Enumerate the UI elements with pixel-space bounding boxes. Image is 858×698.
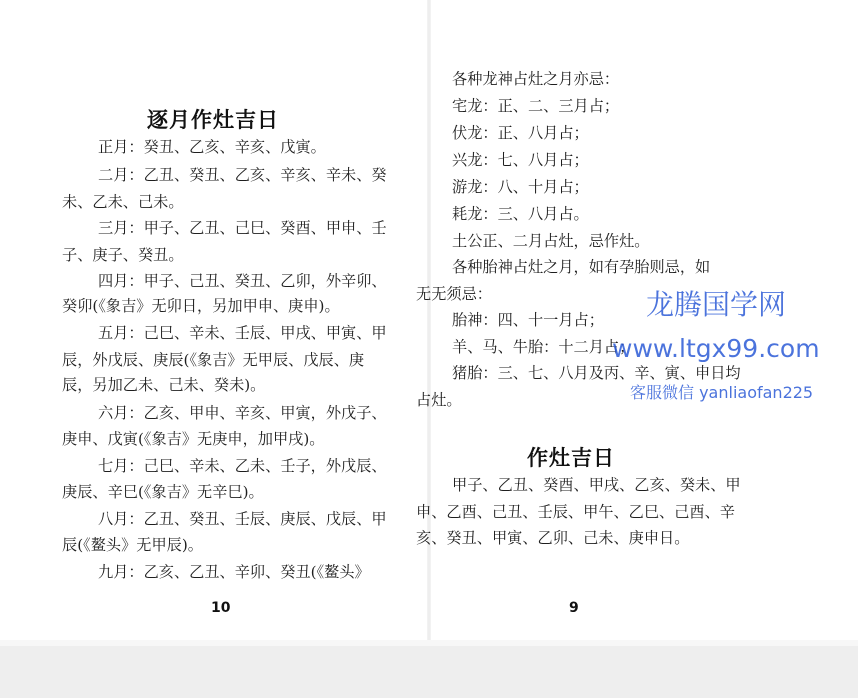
left-text-line: 庚辰、辛巳(《象吉》无辛巳)。 [62, 483, 264, 501]
right-page-number: 9 [569, 600, 579, 616]
right-text-line: 申、乙酉、己丑、壬辰、甲午、乙巳、己酉、辛 [416, 503, 735, 521]
left-page-heading: 逐月作灶吉日 [147, 108, 279, 132]
left-text-line: 癸卯(《象吉》无卯日，另加甲申、庚申)。 [62, 297, 340, 315]
bottom-margin [0, 640, 858, 698]
right-text-line: 各种胎神占灶之月，如有孕胎则忌，如 [452, 258, 711, 276]
left-text-line: 辰，外戊辰、庚辰(《象吉》无甲辰、戊辰、庚 [62, 351, 365, 369]
right-text-line: 亥、癸丑、甲寅、乙卯、己未、庚申日。 [416, 529, 690, 547]
watermark-contact: 客服微信 yanliaofan225 [630, 383, 814, 402]
left-text-line: 未、乙未、己未。 [62, 193, 184, 211]
right-text-line: 无无须忌： [416, 285, 492, 303]
right-text-line: 各种龙神占灶之月亦忌： [452, 70, 620, 88]
right-text-line: 耗龙：三、八月占。 [452, 205, 589, 223]
left-text-line: 九月：乙亥、乙丑、辛卯、癸丑(《鳌头》 [98, 563, 370, 581]
left-page-number: 10 [211, 600, 231, 616]
right-text-line: 羊、马、牛胎：十二月占； [452, 338, 635, 356]
left-text-line: 七月：己巳、辛未、乙未、壬子，外戊辰、 [98, 457, 387, 475]
right-text-line: 土公正、二月占灶，忌作灶。 [452, 232, 650, 250]
left-text-line: 正月：癸丑、乙亥、辛亥、戊寅。 [98, 138, 326, 156]
right-text-line: 胎神：四、十一月占； [452, 311, 604, 329]
left-text-line: 辰，另加乙未、己未、癸未)。 [62, 376, 266, 394]
left-text-line: 五月：己巳、辛未、壬辰、甲戌、甲寅、甲 [98, 324, 387, 342]
left-text-line: 二月：乙丑、癸丑、乙亥、辛亥、辛未、癸 [98, 166, 387, 184]
left-text-line: 辰(《鳌头》无甲辰)。 [62, 536, 203, 554]
right-text-line: 伏龙：正、八月占； [452, 124, 589, 142]
right-text-line: 游龙：八、十月占； [452, 178, 589, 196]
left-text-line: 子、庚子、癸丑。 [62, 246, 184, 264]
right-text-line: 甲子、乙丑、癸酉、甲戌、乙亥、癸未、甲 [452, 476, 741, 494]
watermark-url: www.ltgx99.com [612, 334, 820, 363]
left-text-line: 三月：甲子、乙丑、己巳、癸酉、甲申、壬 [98, 219, 387, 237]
right-text-line: 占灶。 [416, 391, 462, 409]
left-text-line: 四月：甲子、己丑、癸丑、乙卯，外辛卯、 [98, 272, 387, 290]
right-text-line: 宅龙：正、二、三月占； [452, 97, 620, 115]
left-text-line: 八月：乙丑、癸丑、壬辰、庚辰、戊辰、甲 [98, 510, 387, 528]
left-text-line: 六月：乙亥、甲申、辛亥、甲寅，外戊子、 [98, 404, 387, 422]
right-text-line: 兴龙：七、八月占； [452, 151, 589, 169]
left-text-line: 庚申、戊寅(《象吉》无庚申，加甲戌)。 [62, 430, 325, 448]
watermark-title: 龙腾国学网 [646, 288, 787, 321]
right-text-line: 猪胎：三、七、八月及丙、辛、寅、申日均 [452, 364, 741, 382]
right-page-heading: 作灶吉日 [527, 446, 615, 470]
